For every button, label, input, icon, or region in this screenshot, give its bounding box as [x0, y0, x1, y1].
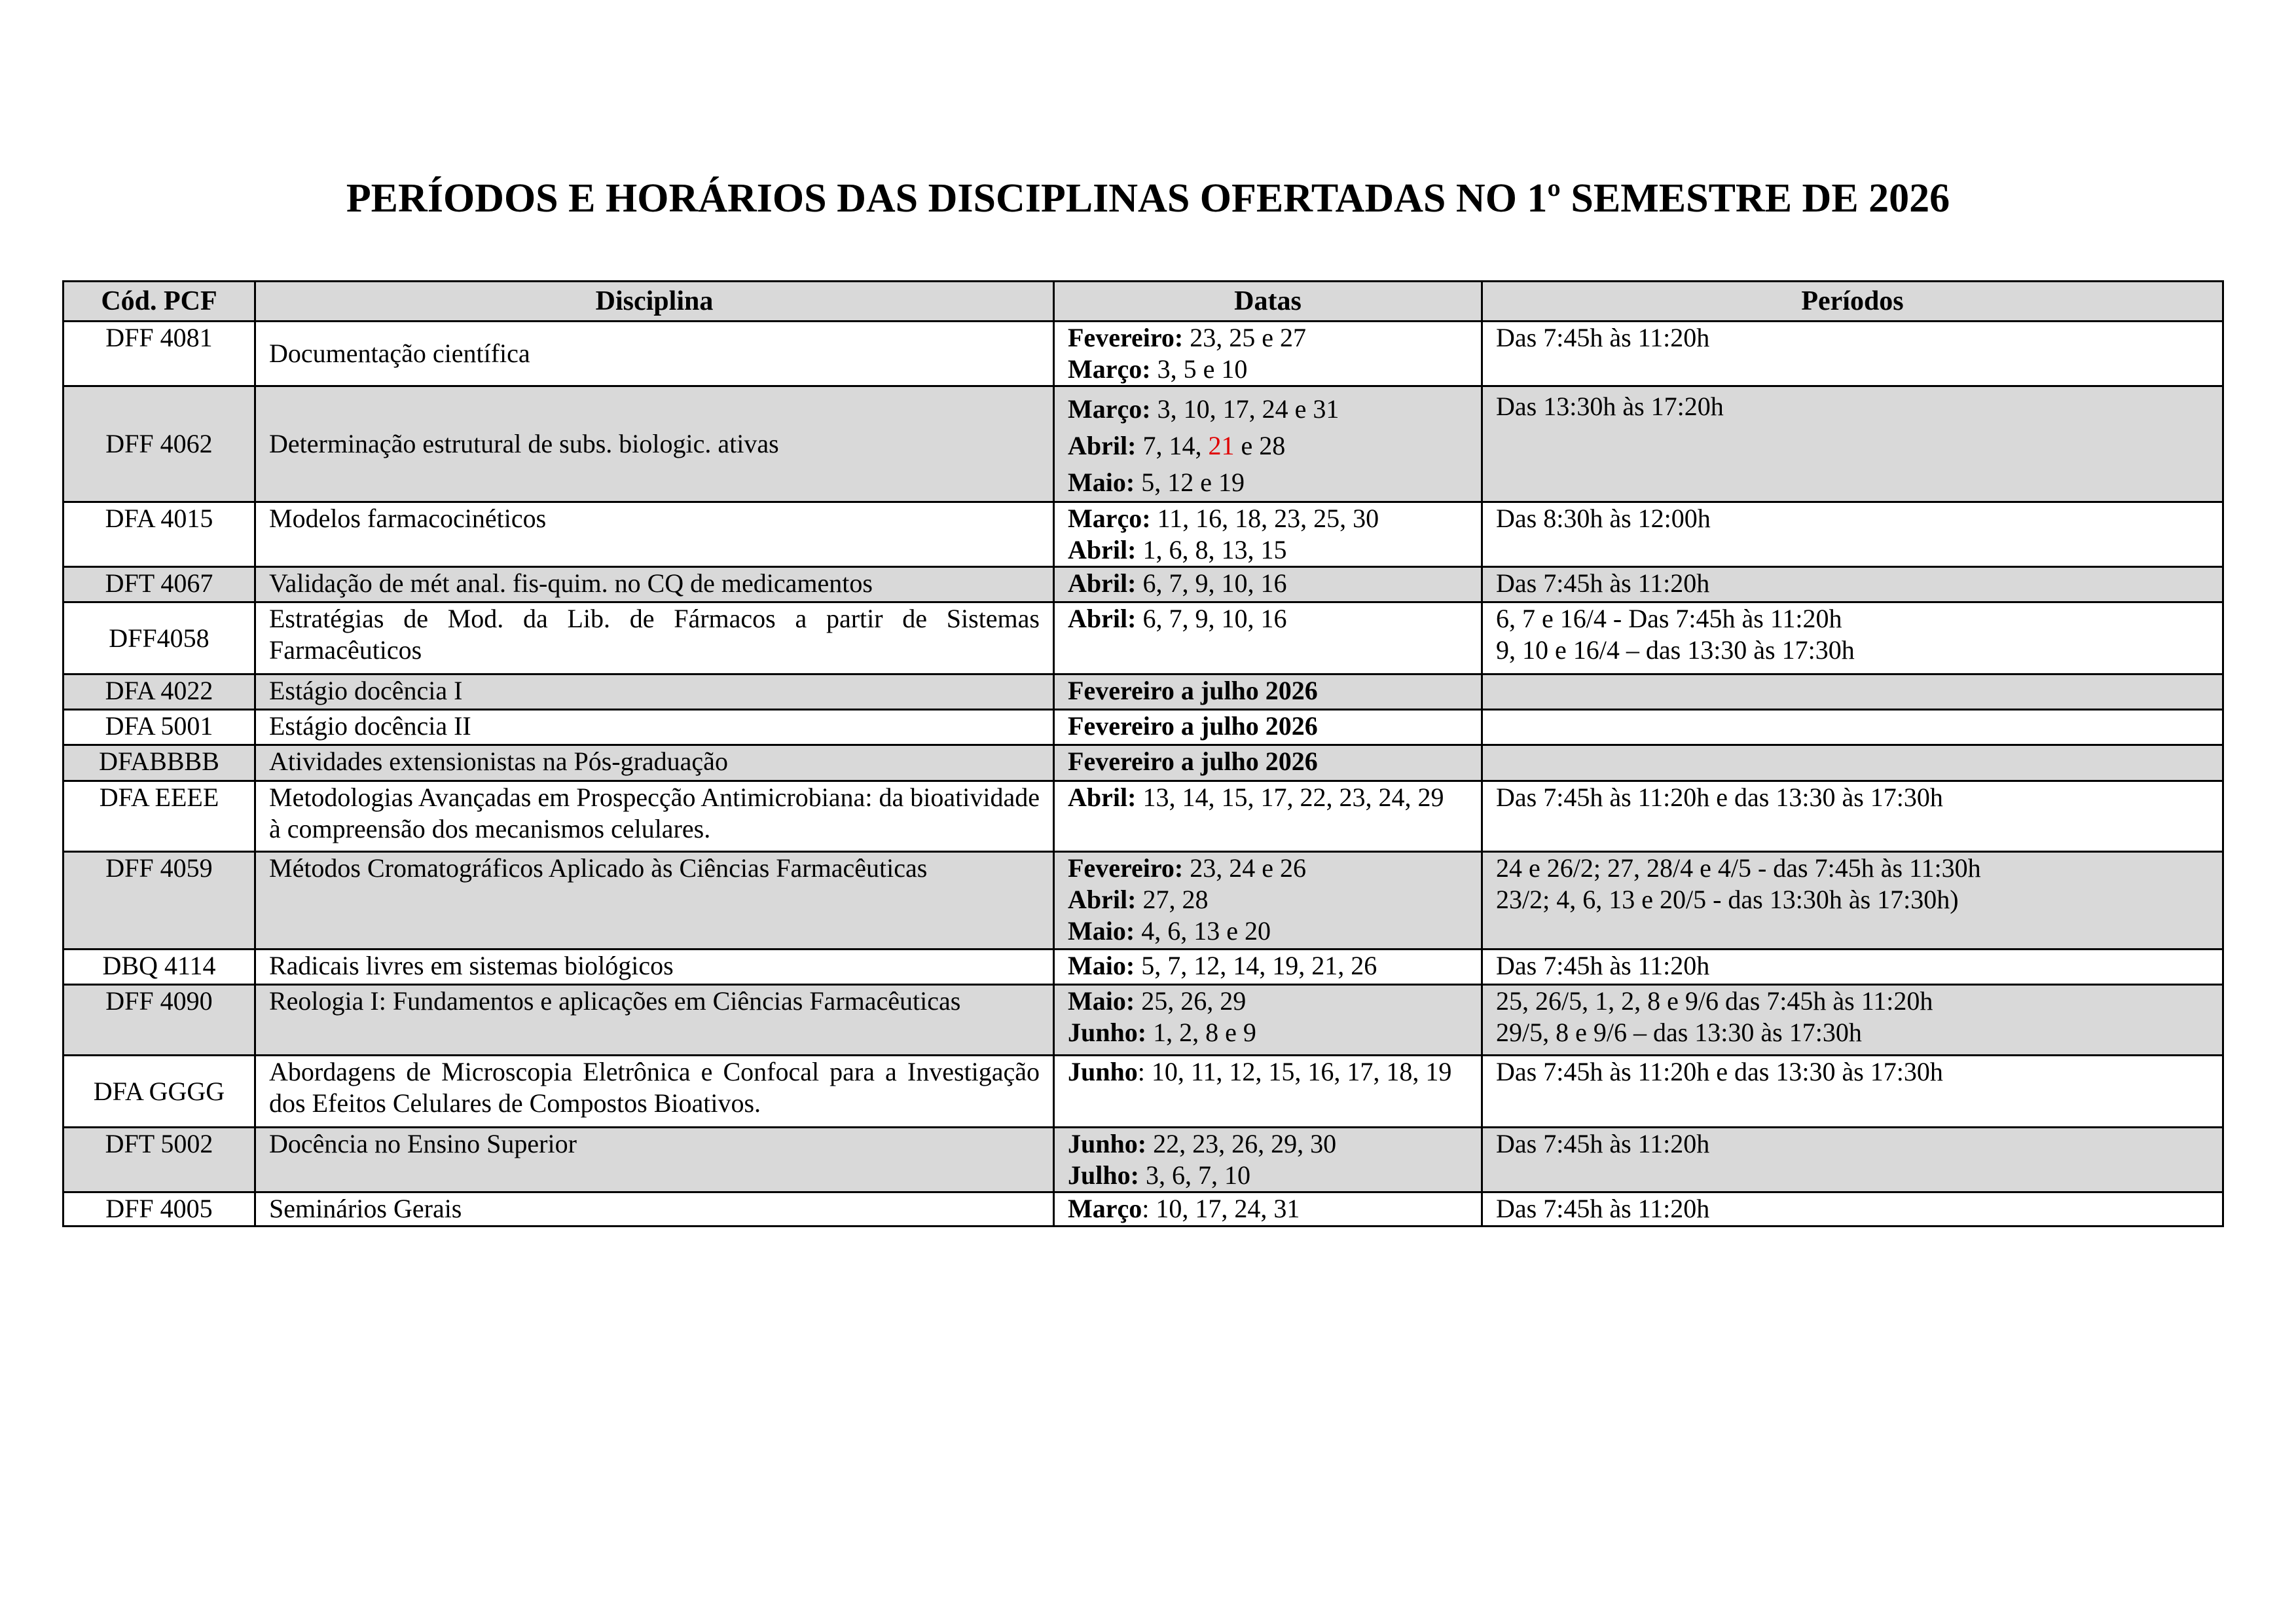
course-code: DFA EEEE: [64, 781, 255, 852]
course-periods: Das 8:30h às 12:00h: [1482, 502, 2223, 567]
course-name: Documentação científica: [255, 322, 1054, 386]
course-code: DFA GGGG: [64, 1056, 255, 1128]
course-periods: Das 7:45h às 11:20h e das 13:30 às 17:30h: [1482, 781, 2223, 852]
course-periods: Das 7:45h às 11:20h: [1482, 1192, 2223, 1227]
course-periods: Das 7:45h às 11:20h: [1482, 1128, 2223, 1192]
course-dates: Junho: 22, 23, 26, 29, 30 Julho: 3, 6, 7, 10: [1054, 1128, 1482, 1192]
course-code: DFF4058: [64, 602, 255, 674]
course-code: DBQ 4114: [64, 950, 255, 985]
course-dates: Fevereiro: 23, 25 e 27 Março: 3, 5 e 10: [1054, 322, 1482, 386]
course-name: Radicais livres em sistemas biológicos: [255, 950, 1054, 985]
course-code: DFA 4022: [64, 674, 255, 710]
course-code: DFABBBB: [64, 745, 255, 781]
table-row: [64, 674, 2223, 710]
course-dates: Março: 10, 17, 24, 31: [1054, 1192, 1482, 1227]
highlighted-date: 21: [1208, 431, 1235, 460]
course-dates: Fevereiro: 23, 24 e 26 Abril: 27, 28 Maio: 4, 6, 13 e 20: [1054, 852, 1482, 950]
table-row: [64, 745, 2223, 781]
schedule-table: [62, 280, 2224, 1227]
course-periods: Das 7:45h às 11:20h e das 13:30 às 17:30h: [1482, 1056, 2223, 1128]
course-periods: 25, 26/5, 1, 2, 8 e 9/6 das 7:45h às 11:20h 29/5, 8 e 9/6 – das 13:30 às 17:30h: [1482, 985, 2223, 1056]
table-row: [64, 567, 2223, 602]
table-row: [64, 322, 2223, 386]
month-label: Março:: [1068, 354, 1151, 384]
course-code: DFT 4067: [64, 567, 255, 602]
course-name: Estágio docência I: [255, 674, 1054, 710]
course-dates: Abril: 6, 7, 9, 10, 16: [1054, 602, 1482, 674]
course-periods: Das 13:30h às 17:20h: [1482, 386, 2223, 502]
page-title: PERÍODOS E HORÁRIOS DAS DISCIPLINAS OFERTADAS NO 1º SEMESTRE DE 2026: [346, 176, 1950, 221]
table-header-row: [64, 282, 2223, 322]
course-name: Estratégias de Mod. da Lib. de Fármacos a partir de Sistemas Farmacêuticos: [255, 602, 1054, 674]
course-code: DFF 4005: [64, 1192, 255, 1227]
table-row: [64, 386, 2223, 502]
course-name: Estágio docência II: [255, 710, 1054, 745]
header-disciplina: Disciplina: [255, 282, 1054, 322]
course-dates: Abril: 6, 7, 9, 10, 16: [1054, 567, 1482, 602]
table-row: [64, 1056, 2223, 1128]
course-code: DFA 5001: [64, 710, 255, 745]
course-dates: Fevereiro a julho 2026: [1054, 674, 1482, 710]
course-periods: [1482, 710, 2223, 745]
course-code: DFT 5002: [64, 1128, 255, 1192]
course-name: Reologia I: Fundamentos e aplicações em Ciências Farmacêuticas: [255, 985, 1054, 1056]
course-dates: Junho: 10, 11, 12, 15, 16, 17, 18, 19: [1054, 1056, 1482, 1128]
course-name: Métodos Cromatográficos Aplicado às Ciências Farmacêuticas: [255, 852, 1054, 950]
course-dates: Fevereiro a julho 2026: [1054, 710, 1482, 745]
course-dates: Março: 11, 16, 18, 23, 25, 30 Abril: 1, 6, 8, 13, 15: [1054, 502, 1482, 567]
course-name: Docência no Ensino Superior: [255, 1128, 1054, 1192]
course-name: Determinação estrutural de subs. biologic. ativas: [255, 386, 1054, 502]
table-row: [64, 985, 2223, 1056]
table-row: [64, 781, 2223, 852]
course-periods: [1482, 674, 2223, 710]
course-periods: 6, 7 e 16/4 - Das 7:45h às 11:20h 9, 10 e 16/4 – das 13:30 às 17:30h: [1482, 602, 2223, 674]
course-name: Seminários Gerais: [255, 1192, 1054, 1227]
course-code: DFA 4015: [64, 502, 255, 567]
course-code: DFF 4062: [64, 386, 255, 502]
course-dates: Março: 3, 10, 17, 24 e 31 Abril: 7, 14, 21 e 28 Maio: 5, 12 e 19: [1054, 386, 1482, 502]
course-name: Metodologias Avançadas em Prospecção Antimicrobiana: da bioatividade à compreensão dos mecanismos celulares.: [255, 781, 1054, 852]
header-datas: Datas: [1054, 282, 1482, 322]
course-periods: 24 e 26/2; 27, 28/4 e 4/5 - das 7:45h às 11:30h 23/2; 4, 6, 13 e 20/5 - das 13:30h às 17:30h): [1482, 852, 2223, 950]
course-code: DFF 4059: [64, 852, 255, 950]
course-periods: Das 7:45h às 11:20h: [1482, 567, 2223, 602]
course-name: Modelos farmacocinéticos: [255, 502, 1054, 567]
table-row: [64, 1192, 2223, 1227]
table-row: [64, 602, 2223, 674]
table-row: [64, 502, 2223, 567]
header-periodos: Períodos: [1482, 282, 2223, 322]
header-codigo: Cód. PCF: [64, 282, 255, 322]
course-code: DFF 4081: [64, 322, 255, 386]
course-code: DFF 4090: [64, 985, 255, 1056]
course-dates: Abril: 13, 14, 15, 17, 22, 23, 24, 29: [1054, 781, 1482, 852]
course-name: Atividades extensionistas na Pós-graduação: [255, 745, 1054, 781]
course-dates: Maio: 25, 26, 29 Junho: 1, 2, 8 e 9: [1054, 985, 1482, 1056]
course-periods: Das 7:45h às 11:20h: [1482, 950, 2223, 985]
month-label: Fevereiro:: [1068, 323, 1184, 352]
course-dates: Maio: 5, 7, 12, 14, 19, 21, 26: [1054, 950, 1482, 985]
course-periods: Das 7:45h às 11:20h: [1482, 322, 2223, 386]
table-row: [64, 852, 2223, 950]
table-row: [64, 710, 2223, 745]
course-name: Validação de mét anal. fis-quim. no CQ de medicamentos: [255, 567, 1054, 602]
course-name: Abordagens de Microscopia Eletrônica e Confocal para a Investigação dos Efeitos Celulares de Compostos Bioativos.: [255, 1056, 1054, 1128]
course-dates: Fevereiro a julho 2026: [1054, 745, 1482, 781]
table-row: [64, 950, 2223, 985]
course-periods: [1482, 745, 2223, 781]
table-row: [64, 1128, 2223, 1192]
